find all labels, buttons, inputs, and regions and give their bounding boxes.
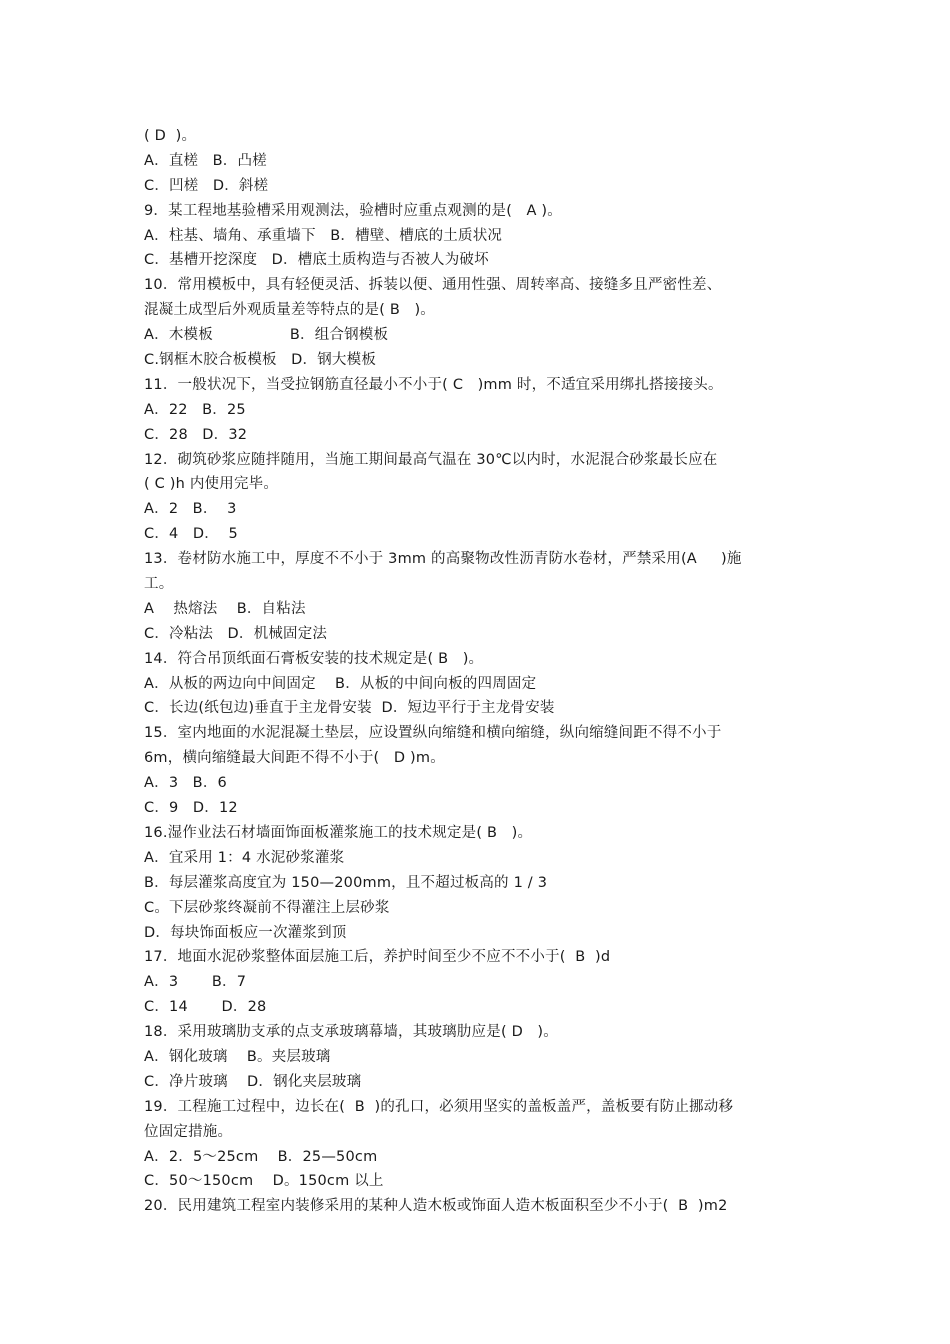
- option-line: B．每层灌浆高度宜为 150—200mm，且不超过板高的 1 / 3: [144, 874, 548, 891]
- question-12: 12．砌筑砂浆应随拌随用，当施工期间最高气温在 30℃以内时，水泥混合砂浆最长应在: [144, 451, 718, 468]
- question-15-cont: 6m，横向缩缝最大间距不得不小于( D )m。: [144, 750, 445, 767]
- option-line: A．钢化玻璃 B。夹层玻璃: [144, 1048, 331, 1065]
- option-line: D．每块饰面板应一次灌浆到顶: [144, 924, 347, 941]
- option-line: C．长边(纸包边)垂直于主龙骨安装 D．短边平行于主龙骨安装: [144, 700, 555, 717]
- question-10: 10．常用模板中，具有轻便灵活、拆装以便、通用性强、周转率高、接缝多且严密性差、: [144, 277, 722, 294]
- option-line: A．3 B．6: [144, 775, 227, 792]
- question-14: 14．符合吊顶纸面石膏板安装的技术规定是( B )。: [144, 650, 484, 667]
- option-line: C．冷粘法 D．机械固定法: [144, 625, 328, 642]
- option-line: A．从板的两边向中间固定 B．从板的中间向板的四周固定: [144, 675, 537, 692]
- document-body: [144, 124, 814, 1219]
- option-line: A．2．5～25cm B．25—50cm: [144, 1148, 378, 1165]
- option-line: C．28 D．32: [144, 426, 248, 443]
- question-17: 17．地面水泥砂浆整体面层施工后，养护时间至少不应不不小于( B )d: [144, 949, 611, 966]
- question-12-cont: ( C )h 内使用完毕。: [144, 476, 279, 493]
- option-line: A．2 B． 3: [144, 501, 237, 518]
- option-line: C．净片玻璃 D．钢化夹层玻璃: [144, 1073, 362, 1090]
- option-line: C．14 D．28: [144, 999, 267, 1016]
- option-line: C．凹槎 D．斜槎: [144, 177, 269, 194]
- question-16: 16.湿作业法石材墙面饰面板灌浆施工的技术规定是( B )。: [144, 824, 533, 841]
- question-10-cont: 混凝土成型后外观质量差等特点的是( B )。: [144, 302, 435, 319]
- option-line: C.钢框木胶合板模板 D．钢大模板: [144, 352, 377, 369]
- option-line: A 热熔法 B．自粘法: [144, 600, 306, 617]
- question-13: 13．卷材防水施工中，厚度不不小于 3mm 的高聚物改性沥青防水卷材，严禁采用(A )施: [144, 551, 742, 568]
- option-line: A．22 B．25: [144, 401, 246, 418]
- option-line: C。下层砂浆终凝前不得灌注上层砂浆: [144, 899, 390, 916]
- option-line: C．50～150cm D。150cm 以上: [144, 1173, 384, 1190]
- option-line: A．直槎 B．凸槎: [144, 152, 267, 169]
- question-20: 20．民用建筑工程室内装修采用的某种人造木板或饰面人造木板面积至少不小于( B )m2: [144, 1198, 728, 1215]
- option-line: A．木模板 B．组合钢模板: [144, 327, 389, 344]
- option-line: A．柱基、墙角、承重墙下 B．槽壁、槽底的土质状况: [144, 227, 503, 244]
- option-line: C．9 D．12: [144, 800, 238, 817]
- question-19: 19．工程施工过程中，边长在( B )的孔口，必须用坚实的盖板盖严，盖板要有防止挪动移: [144, 1098, 734, 1115]
- option-line: C．基槽开挖深度 D．槽底土质构造与否被人为破坏: [144, 252, 489, 269]
- option-line: A．宜采用 1：4 水泥砂浆灌浆: [144, 849, 345, 866]
- question-18: 18．采用玻璃肋支承的点支承玻璃幕墙，其玻璃肋应是( D )。: [144, 1024, 558, 1041]
- question-19-cont: 位固定措施。: [144, 1123, 233, 1140]
- question-15: 15．室内地面的水泥混凝土垫层，应设置纵向缩缝和横向缩缝，纵向缩缝间距不得不小于: [144, 725, 722, 742]
- question-13-cont: 工。: [144, 576, 174, 593]
- option-line: C．4 D． 5: [144, 526, 238, 543]
- text-line: ( D )。: [144, 128, 197, 144]
- option-line: A．3 B．7: [144, 974, 247, 991]
- question-9: 9．某工程地基验槽采用观测法，验槽时应重点观测的是( A )。: [144, 202, 562, 219]
- question-11: 11．一般状况下，当受拉钢筋直径最小不小于( C )mm 时，不适宜采用绑扎搭接接头。: [144, 376, 723, 393]
